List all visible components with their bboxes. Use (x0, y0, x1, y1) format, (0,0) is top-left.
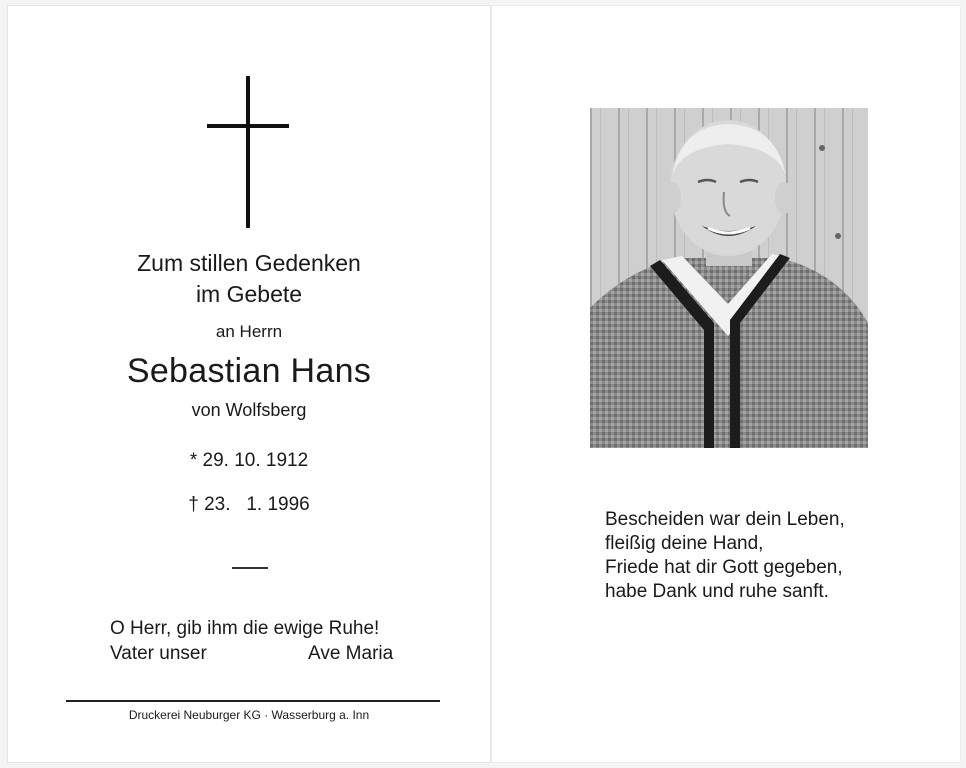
prayer-vater-unser: Vater unser (110, 643, 207, 664)
salutation: an Herrn (215, 322, 283, 341)
verse-line: Bescheiden war dein Leben, (605, 509, 845, 530)
heading-line-2: im Gebete (195, 281, 303, 307)
heading-line-1: Zum stillen Gedenken (137, 250, 361, 276)
verse-line: fleißig deine Hand, (605, 533, 764, 554)
verse-line: Friede hat dir Gott gegeben, (605, 557, 843, 578)
cross-icon-bar (207, 124, 289, 128)
portrait-photo (590, 108, 868, 448)
left-card (8, 6, 490, 762)
prayer-line: O Herr, gib ihm die ewige Ruhe! (110, 618, 380, 639)
memorial-verse (605, 508, 845, 604)
deceased-name: Sebastian Hans (126, 352, 372, 390)
death-date: † 23. 1. 1996 (188, 494, 310, 515)
cross-icon (246, 76, 250, 228)
birth-date: * 29. 10. 1912 (189, 450, 309, 471)
divider-dash (232, 567, 268, 569)
footer-rule (66, 700, 440, 702)
origin: von Wolfsberg (191, 400, 307, 420)
prayer-ave-maria: Ave Maria (308, 643, 394, 664)
right-card (492, 6, 960, 762)
verse-line: habe Dank und ruhe sanft. (605, 581, 829, 602)
printer-credit: Druckerei Neuburger KG · Wasserburg a. Inn (128, 708, 370, 722)
